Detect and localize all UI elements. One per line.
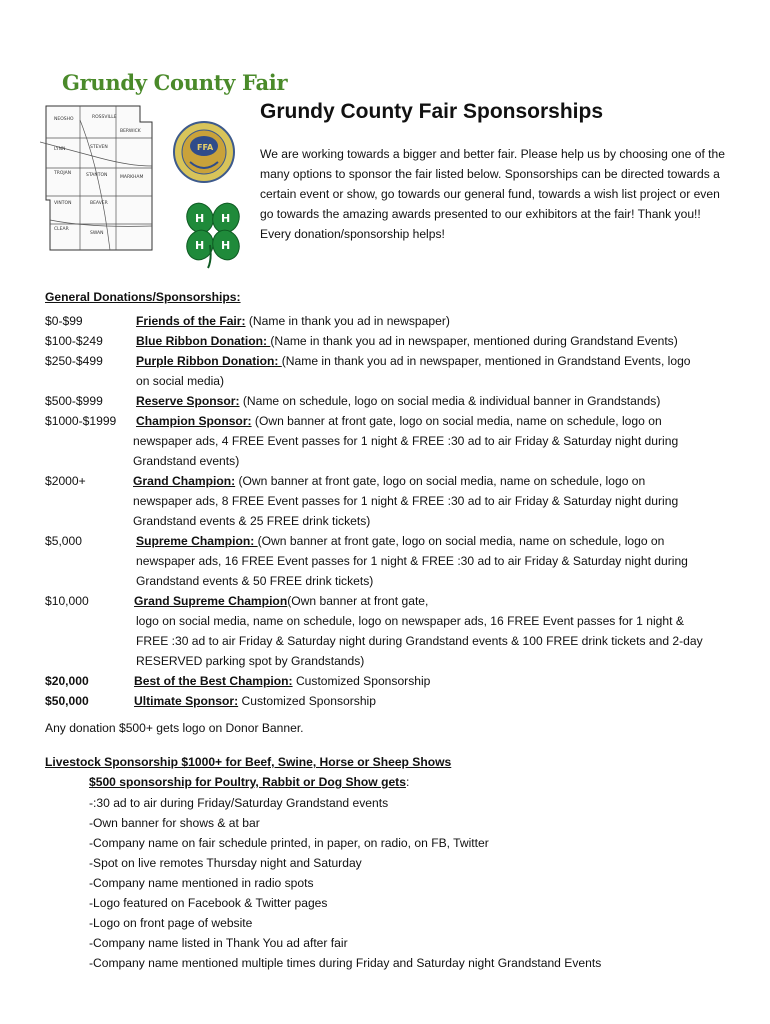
tier-price: $10,000 <box>45 594 89 608</box>
svg-text:H: H <box>221 212 231 225</box>
county-map-logo-group <box>40 100 250 270</box>
four-h-clover-icon <box>183 199 244 268</box>
county-map-image <box>40 100 250 270</box>
benefit-item: -Logo on front page of website <box>89 916 253 930</box>
tier-detail: (Own banner at front gate, <box>287 594 429 608</box>
tier-description <box>136 351 691 371</box>
tier-name: Champion Sponsor: <box>136 414 252 428</box>
svg-text:H: H <box>195 239 205 252</box>
svg-text:CLEAR: CLEAR <box>54 227 69 232</box>
tier-row <box>45 311 745 331</box>
tier-detail: newspaper ads, 16 FREE Event passes for 1 night & FREE :30 ad to air Friday & Saturday night during <box>136 554 688 568</box>
tier-description <box>136 311 450 331</box>
tier-description <box>136 531 664 551</box>
tier-detail: Customized Sponsorship <box>238 694 376 708</box>
tier-detail: Grandstand events & 25 FREE drink tickets) <box>133 514 371 528</box>
svg-text:BEAVER: BEAVER <box>90 201 108 206</box>
tier-detail: (Own banner at front gate, logo on social media, name on schedule, logo on <box>235 474 646 488</box>
tier-detail: Grandstand events) <box>133 454 240 468</box>
tier-row <box>45 351 745 391</box>
tier-price: $1000-$1999 <box>45 414 117 428</box>
tier-row <box>45 411 745 471</box>
tier-price: $50,000 <box>45 694 89 708</box>
benefit-item: -Logo featured on Facebook & Twitter pages <box>89 896 328 910</box>
tier-price: $0-$99 <box>45 314 83 328</box>
svg-text:BERWICK: BERWICK <box>120 129 141 134</box>
tier-description <box>136 411 662 431</box>
benefit-item: -Company name listed in Thank You ad after fair <box>89 936 348 950</box>
tier-name: Friends of the Fair: <box>136 314 246 328</box>
tier-name: Reserve Sponsor: <box>136 394 240 408</box>
tier-name: Supreme Champion: <box>136 534 258 548</box>
svg-text:SWAN: SWAN <box>90 231 104 236</box>
page-title: Grundy County Fair Sponsorships <box>260 100 604 123</box>
poultry-sub-heading-suffix: : <box>405 775 410 789</box>
svg-text:VINTON: VINTON <box>54 201 72 206</box>
tier-price: $500-$999 <box>45 394 103 408</box>
fair-logo-title: Grundy County Fair <box>62 70 288 95</box>
tier-row <box>45 531 745 591</box>
benefit-item: -Company name mentioned multiple times during Friday and Saturday night Grandstand Events <box>89 956 602 970</box>
tier-detail: FREE :30 ad to air Friday & Saturday night during Grandstand events & 100 FREE drink tickets and 2-day <box>136 634 703 648</box>
svg-text:TROJAN: TROJAN <box>54 171 72 176</box>
tier-row <box>45 471 745 531</box>
tier-name: Grand Champion: <box>133 474 236 488</box>
tier-price: $5,000 <box>45 534 82 548</box>
svg-text:H: H <box>195 212 205 225</box>
tier-detail: RESERVED parking spot by Grandstands) <box>136 654 365 668</box>
tier-price: $2000+ <box>45 474 86 488</box>
tier-description <box>134 591 428 611</box>
tier-name: Blue Ribbon Donation: <box>136 334 271 348</box>
tier-row <box>45 391 745 411</box>
ffa-emblem-icon <box>174 122 234 182</box>
svg-text:ROSSVILLE: ROSSVILLE <box>92 115 117 120</box>
benefit-item: -Own banner for shows & at bar <box>89 816 260 830</box>
poultry-sub-heading <box>89 775 409 789</box>
intro-paragraph: We are working towards a bigger and better fair. Please help us by choosing one of the many options to sponsor the fair listed below. Sponsorships can be directed towards a certain event or show, go towards our general fund, towards a wish list project or even go towards the amazing awards presented to our exhibitors at the fair! Thank you!! Every donation/sponsorship helps! <box>260 147 725 242</box>
tier-detail: Grandstand events & 50 FREE drink tickets) <box>136 574 374 588</box>
tier-description <box>136 331 678 351</box>
tier-price: $100-$249 <box>45 334 103 348</box>
tier-name: Purple Ribbon Donation: <box>136 354 282 368</box>
tier-detail: (Name on schedule, logo on social media & individual banner in Grandstands) <box>239 394 661 408</box>
svg-text:H: H <box>221 239 231 252</box>
benefit-item: -Company name on fair schedule printed, in paper, on radio, on FB, Twitter <box>89 836 489 850</box>
tier-description <box>133 471 645 491</box>
svg-text:NEOSHO: NEOSHO <box>54 117 74 122</box>
tier-name: Grand Supreme Champion <box>134 594 288 608</box>
tier-price: $250-$499 <box>45 354 103 368</box>
tier-detail: (Own banner at front gate, logo on social media, name on schedule, logo on <box>257 534 665 548</box>
svg-text:MARKHAM: MARKHAM <box>120 175 144 180</box>
tier-row <box>45 331 745 351</box>
svg-text:STANTON: STANTON <box>86 173 108 178</box>
tier-description <box>134 671 430 691</box>
general-donations-heading: General Donations/Sponsorships: <box>45 290 241 304</box>
tier-description <box>136 391 660 411</box>
benefit-item: -Company name mentioned in radio spots <box>89 876 314 890</box>
tier-price: $20,000 <box>45 674 89 688</box>
svg-text:FFA: FFA <box>197 143 214 152</box>
benefit-item: -:30 ad to air during Friday/Saturday Grandstand events <box>89 796 389 810</box>
tier-row <box>45 591 745 671</box>
donor-banner-note: Any donation $500+ gets logo on Donor Banner. <box>45 721 304 735</box>
poultry-sub-heading-text: $500 sponsorship for Poultry, Rabbit or Dog Show gets <box>89 775 406 789</box>
tier-name: Ultimate Sponsor: <box>134 694 239 708</box>
tier-detail: (Own banner at front gate, logo on social media, name on schedule, logo on <box>251 414 662 428</box>
tier-detail: (Name in thank you ad in newspaper) <box>245 314 450 328</box>
svg-text:LYNN: LYNN <box>54 147 66 152</box>
benefit-item: -Spot on live remotes Thursday night and Saturday <box>89 856 362 870</box>
tier-detail: on social media) <box>136 374 225 388</box>
tier-detail: newspaper ads, 8 FREE Event passes for 1 night & FREE :30 ad to air Friday & Saturday night during <box>133 494 679 508</box>
svg-text:STEVEN: STEVEN <box>90 145 108 150</box>
tier-name: Best of the Best Champion: <box>134 674 293 688</box>
livestock-heading: Livestock Sponsorship $1000+ for Beef, Swine, Horse or Sheep Shows <box>45 755 452 769</box>
tier-row <box>45 691 745 711</box>
tier-description <box>134 691 376 711</box>
tier-detail: Customized Sponsorship <box>292 674 431 688</box>
tier-detail: logo on social media, name on schedule, logo on newspaper ads, 16 FREE Event passes for 1 night & <box>136 614 684 628</box>
tier-detail: (Name in thank you ad in newspaper, mentioned during Grandstand Events) <box>270 334 678 348</box>
tier-row <box>45 671 745 691</box>
tier-detail: newspaper ads, 4 FREE Event passes for 1 night & FREE :30 ad to air Friday & Saturday night during <box>133 434 679 448</box>
tier-detail: (Name in thank you ad in newspaper, mentioned in Grandstand Events, logo <box>281 354 691 368</box>
